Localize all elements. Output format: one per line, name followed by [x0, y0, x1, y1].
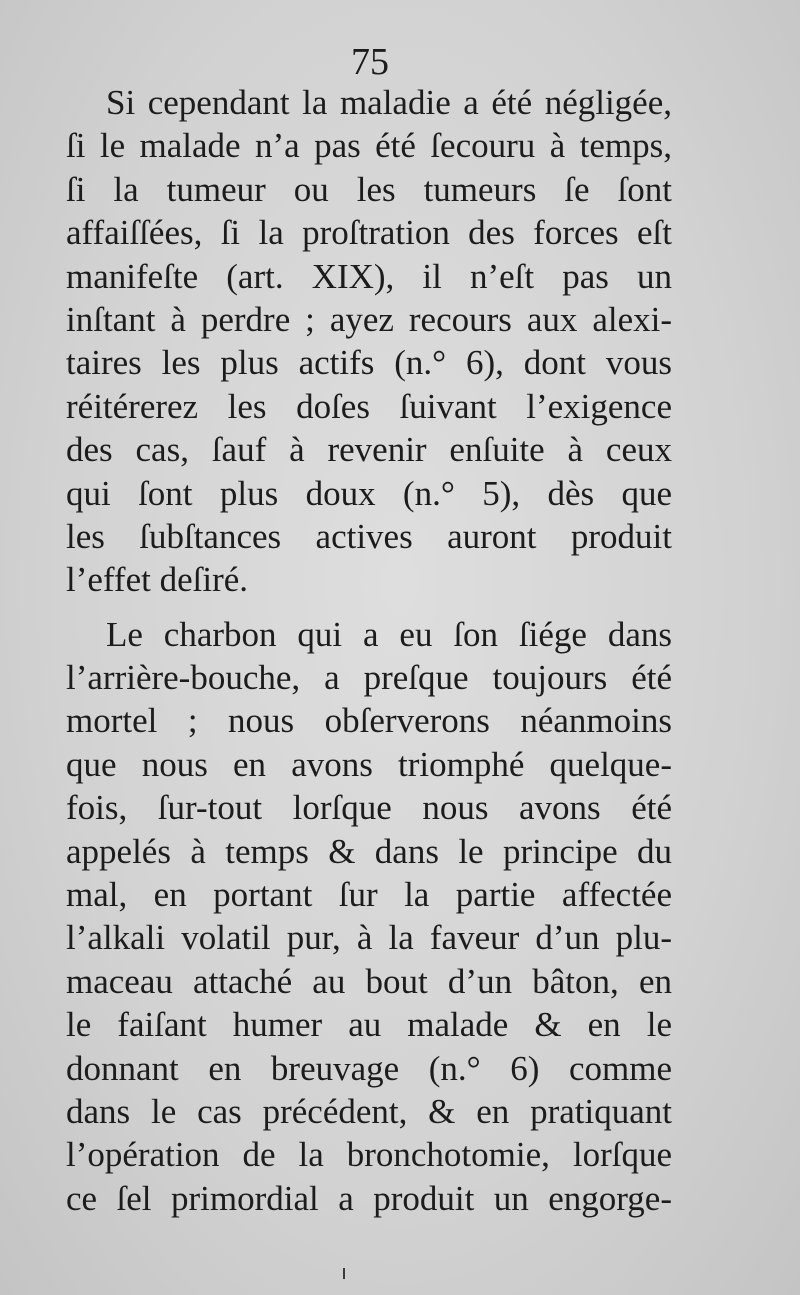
text-line: inſtant à perdre ; ayez recours aux alexi-: [66, 299, 672, 339]
text-line: mal, en portant ſur la partie affectée: [66, 875, 672, 915]
text-line: maceau attaché au bout d’un bâton, en: [66, 961, 672, 1001]
text-line: donnant en breuvage (n.° 6) comme: [66, 1048, 672, 1088]
text-line: des cas, ſauf à revenir enſuite à ceux: [66, 430, 672, 470]
text-line: affaiſſées, ſi la proſtration des forces eſt: [66, 213, 672, 253]
text-line: fois, ſur-tout lorſque nous avons été: [66, 788, 672, 828]
paragraph-1: [66, 81, 672, 602]
text-line: le faiſant humer au malade & en le: [66, 1005, 672, 1045]
text-line: mortel ; nous obſerverons néanmoins: [66, 701, 672, 741]
text-line: Le charbon qui a eu ſon ſiége dans: [106, 614, 672, 654]
printer-mark: [343, 1268, 345, 1279]
text-line: taires les plus actifs (n.° 6), dont vous: [66, 343, 672, 383]
text-line: ſi le malade n’a pas été ſecouru à temps,: [66, 126, 672, 166]
text-line: manifeſte (art. XIX), il n’eſt pas un: [66, 256, 672, 296]
text-line: l’opération de la bronchotomie, lorſque: [66, 1135, 672, 1175]
body-text: [66, 81, 672, 1220]
paragraph-2: [66, 613, 672, 1220]
text-line: ce ſel primordial a produit un engorge-: [66, 1178, 672, 1218]
paragraph-gap: [66, 602, 672, 613]
text-line: que nous en avons triomphé quelque-: [66, 744, 672, 784]
text-line: ſi la tumeur ou les tumeurs ſe ſont: [66, 169, 672, 209]
text-line: l’arrière-bouche, a preſque toujours été: [66, 658, 672, 698]
page-number: 75: [351, 41, 389, 83]
text-line: dans le cas précédent, & en pratiquant: [66, 1091, 672, 1131]
text-line: Si cependant la maladie a été négligée,: [106, 83, 672, 122]
text-line: qui ſont plus doux (n.° 5), dès que: [66, 473, 672, 513]
text-line: appelés à temps & dans le principe du: [66, 831, 672, 871]
text-line: les ſubſtances actives auront produit: [66, 516, 672, 556]
text-line: réitérerez les doſes ſuivant l’exigence: [66, 386, 672, 426]
text-line: l’alkali volatil pur, à la faveur d’un plu-: [66, 918, 672, 958]
text-line: l’effet deſiré.: [66, 560, 249, 600]
